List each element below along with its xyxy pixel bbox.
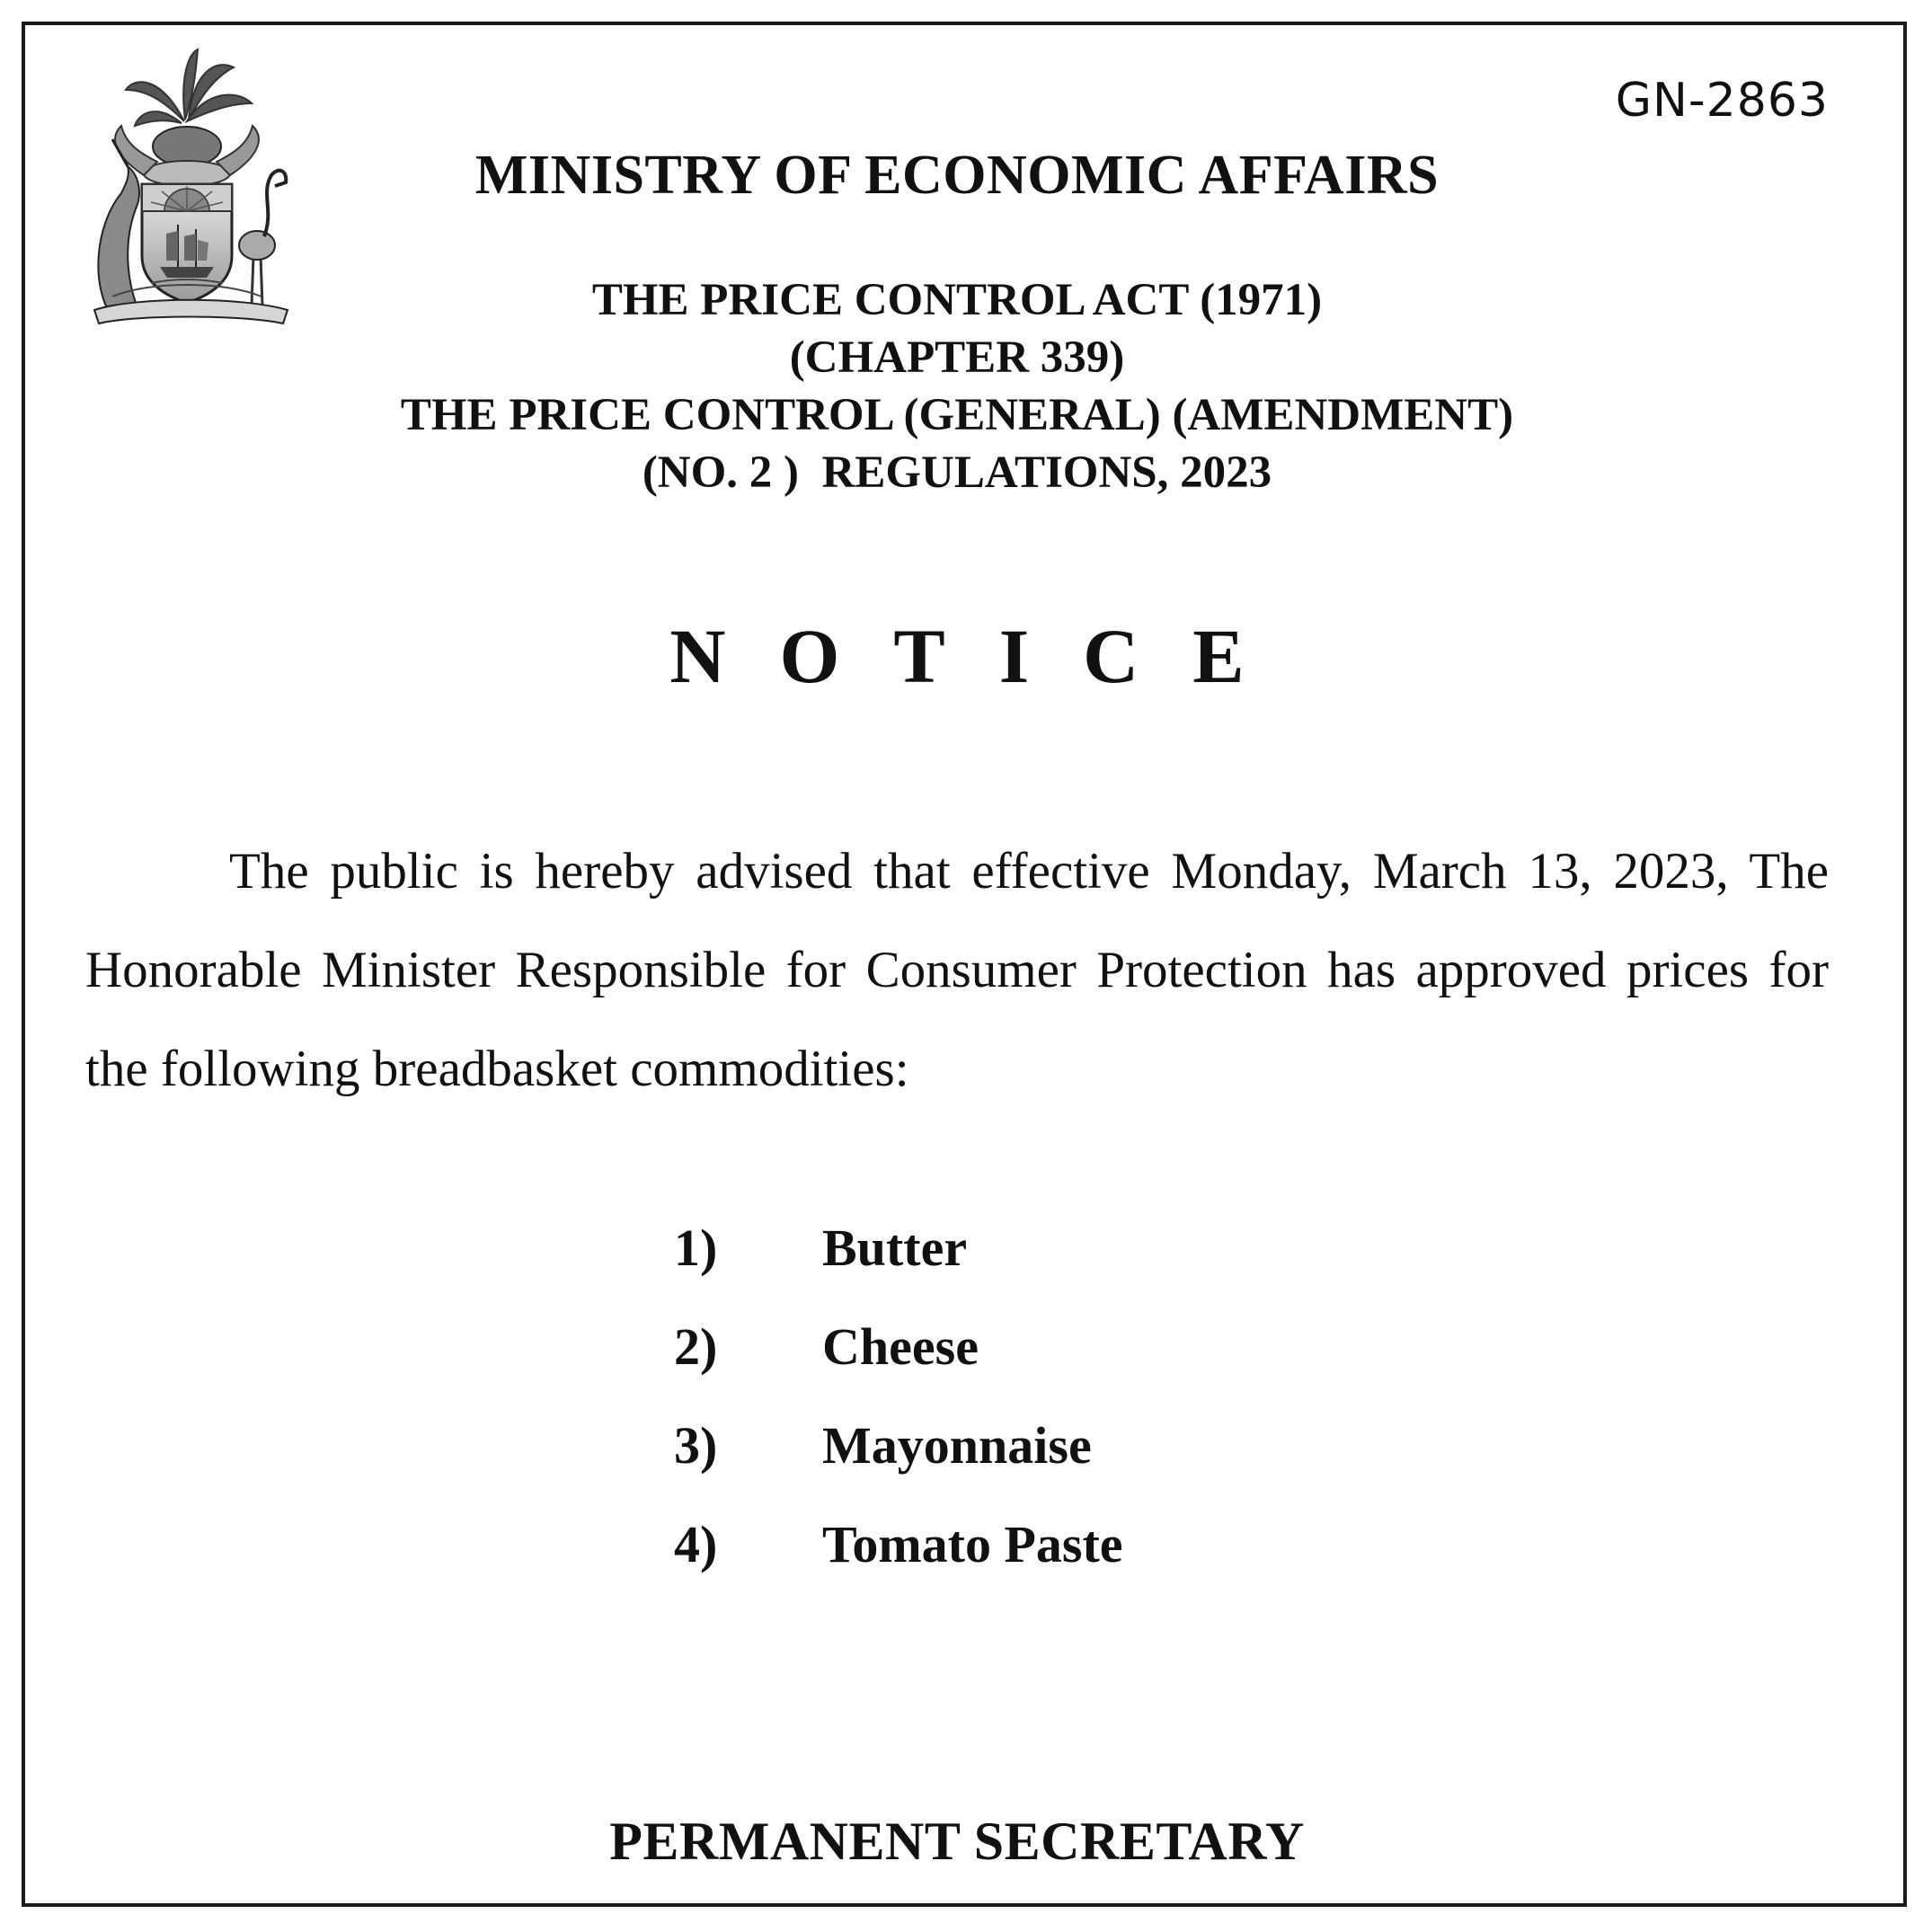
signature-title: PERMANENT SECRETARY (609, 1812, 1305, 1871)
notice-body-paragraph: The public is hereby advised that effective Monday, March 13, 2023, The Honorable Minister Responsible for Consumer Protection has approved prices for the following breadbasket commodities: (85, 843, 1829, 1097)
commodity-name: Tomato Paste (822, 1515, 1123, 1573)
commodity-name: Cheese (822, 1317, 979, 1376)
act-title-line: (NO. 2 ) REGULATIONS, 2023 (642, 448, 1272, 498)
act-title-line: THE PRICE CONTROL ACT (1971) (591, 275, 1323, 325)
commodity-name: Mayonnaise (822, 1416, 1092, 1475)
list-item (674, 1316, 1123, 1415)
commodity-number: 1) (674, 1219, 718, 1277)
list-item (674, 1415, 1123, 1514)
commodity-number: 3) (674, 1416, 718, 1475)
commodity-number: 2) (674, 1317, 718, 1376)
act-title-block (0, 271, 1914, 501)
commodity-name: Butter (822, 1219, 968, 1277)
act-title-line: THE PRICE CONTROL (GENERAL) (AMENDMENT) (400, 390, 1514, 440)
notice-title: NOTICE (669, 613, 1298, 699)
commodity-list (674, 1218, 1123, 1613)
commodity-number: 4) (674, 1515, 718, 1573)
gazette-notice-number: GN-2863 (1615, 74, 1829, 128)
list-item (674, 1218, 1123, 1316)
list-item (674, 1514, 1123, 1613)
ministry-heading: MINISTRY OF ECONOMIC AFFAIRS (474, 145, 1440, 206)
act-title-line: (CHAPTER 339) (789, 332, 1125, 383)
